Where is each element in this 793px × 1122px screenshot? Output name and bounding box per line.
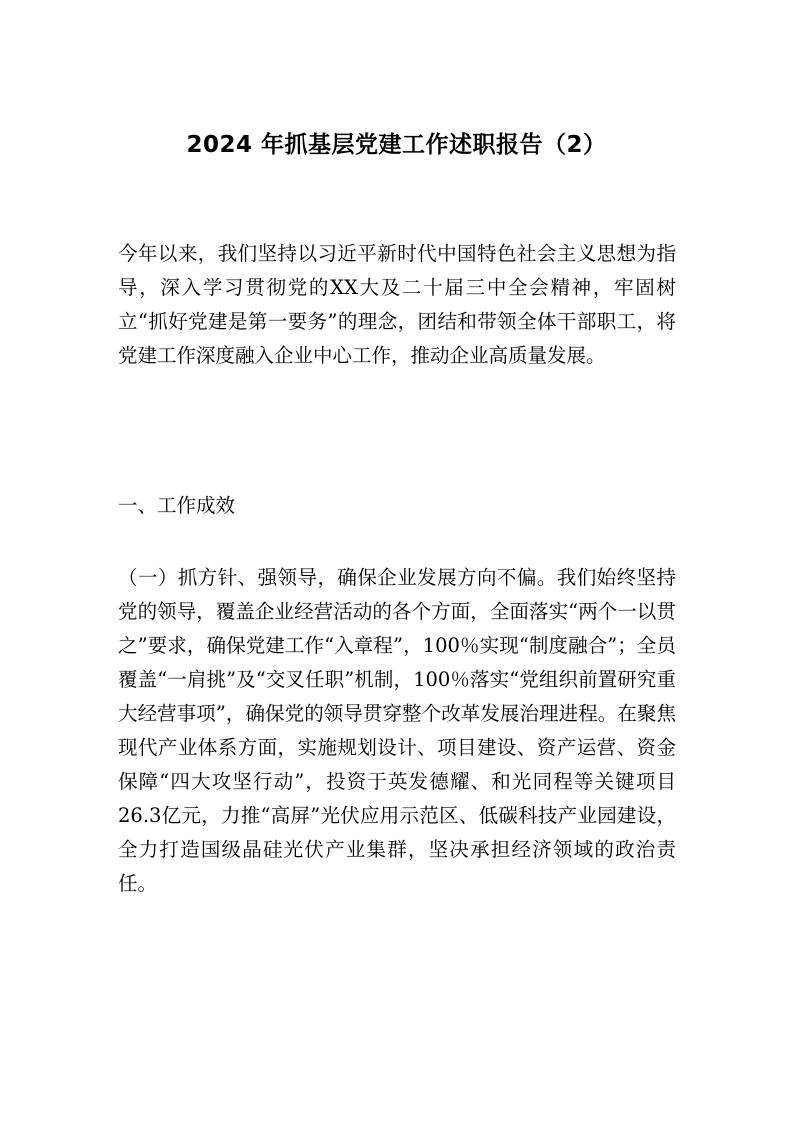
document-title: 2024 年抓基层党建工作述职报告（2） [186,132,607,158]
section-heading: 一、工作成效 [118,494,236,517]
section-paragraph: （一）抓方针、强领导，确保企业发展方向不偏。我们始终坚持党的领导，覆盖企业经营活动的各个方面，全面落实“两个一以贯之”要求，确保党建工作“入章程”，100％实现“制度融合”；全员覆盖“一肩挑”及“交叉任职”机制，100％落实“党组织前置研究重大经营事项”，确保党的领导贯穿整个改革发展治理进程。在聚焦现代产业体系方面，实施规划设计、项目建设、资产运营、资金保障“四大攻坚行动”，投资于英发德耀、和光同程等关键项目26.3亿元，力推“高屏”光伏应用示范区、低碳科技产业园建设，全力打造国级晶硅光伏产业集群，坚决承担经济领域的政治责任。 [118,566,676,895]
intro-paragraph: 今年以来，我们坚持以习近平新时代中国特色社会主义思想为指导，深入学习贯彻党的XX大及二十届三中全会精神，牢固树立“抓好党建是第一要务”的理念，团结和带领全体干部职工，将党建工作深度融入企业中心工作，推动企业高质量发展。 [118,242,676,367]
